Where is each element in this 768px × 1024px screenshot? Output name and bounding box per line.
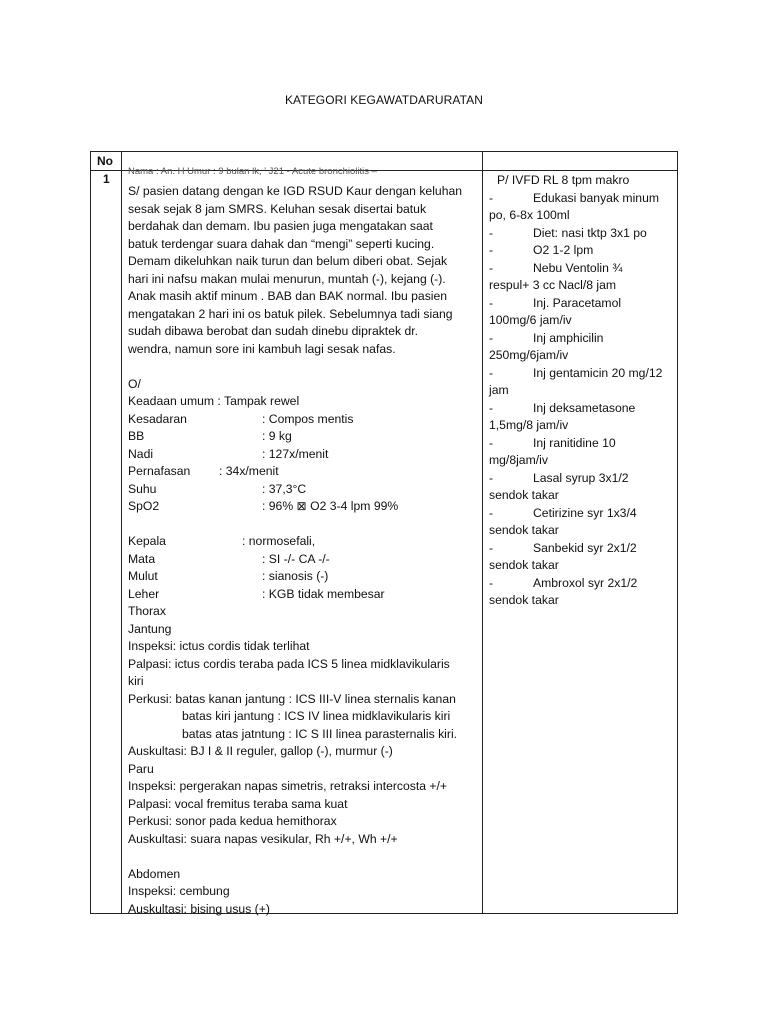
exam-value: : KGB tidak membesar	[262, 586, 385, 601]
subjective-line: sudah dibawa berobat dan sudah dinebu dipraktek dr.	[128, 324, 419, 338]
plan-bullet: -	[489, 225, 494, 240]
exam-leher	[128, 586, 480, 604]
abdomen-heading: Abdomen	[128, 866, 181, 881]
vital-spo2	[128, 498, 480, 516]
subjective-line: berdahak dan demam. Ibu pasien juga mengatakan saat	[128, 219, 433, 233]
no-column-header: No	[97, 154, 113, 168]
subjective-line: Demam dikeluhkan naik turun dan belum diberi obat. Sejak	[128, 254, 448, 268]
thorax-heading: Thorax	[128, 604, 166, 618]
jantung-line: Perkusi: batas kanan jantung : ICS III-V linea sternalis kanan	[128, 691, 456, 706]
vital-value: : 37,3°C	[262, 481, 307, 496]
paru-line: Perkusi: sonor pada kedua hemithorax	[128, 814, 337, 828]
plan-item-text: Inj ranitidine 10	[533, 435, 616, 450]
subjective-line: mengatakan 2 hari ini os batuk pilek. Sebelumnya tadi siang	[128, 306, 453, 321]
exam-value: : normosefali,	[242, 534, 316, 548]
plan-bullet: -	[489, 243, 494, 257]
plan-item-text: Sanbekid syr 2x1/2	[533, 540, 637, 555]
plan-bullet: -	[489, 190, 494, 205]
vital-value: : 34x/menit	[219, 464, 279, 478]
plan-item	[489, 365, 675, 383]
plan-item-text: Inj deksametasone	[533, 400, 636, 415]
exam-mulut	[128, 568, 480, 586]
jantung-line: Inspeksi: ictus cordis tidak terlihat	[128, 639, 310, 653]
exam-label: Mulut	[128, 569, 158, 583]
subjective-section	[128, 183, 480, 358]
paru-line: Palpasi: vocal fremitus teraba sama kuat	[128, 796, 348, 811]
paru-section	[128, 778, 480, 848]
jantung-line: Palpasi: ictus cordis teraba pada ICS 5 linea midklavikularis	[128, 656, 450, 671]
exam-label: Kepala	[128, 534, 166, 548]
vital-suhu	[128, 481, 480, 499]
auskultasi-jantung: Auskultasi: BJ I & II reguler, gallop (-), murmur (-)	[128, 744, 393, 758]
soap-subjective-objective	[128, 183, 480, 918]
plan-column	[489, 172, 675, 610]
plan-item-continuation: 100mg/6 jam/iv	[489, 313, 572, 327]
plan-item	[489, 540, 675, 558]
plan-item-continuation: jam	[489, 383, 509, 397]
vital-kesadaran	[128, 411, 480, 429]
plan-item-continuation: 250mg/6jam/iv	[489, 348, 569, 362]
plan-item-text: Nebu Ventolin ¾	[533, 260, 623, 275]
vital-value: : 96% ⊠ O2 3-4 lpm 99%	[262, 499, 399, 513]
perkusi-line: batas kiri jantung : ICS IV linea midklavikularis kiri	[182, 709, 451, 723]
plan-bullet: -	[489, 400, 494, 415]
exam-value: : SI -/- CA -/-	[262, 551, 330, 566]
vital-nadi	[128, 446, 480, 464]
exam-label: Mata	[128, 551, 156, 566]
paru-heading: Paru	[128, 761, 154, 776]
plan-bullet: -	[489, 470, 494, 485]
vital-label: SpO2	[128, 499, 160, 513]
vital-value: : 9 kg	[262, 429, 292, 443]
plan-bullet: -	[489, 575, 494, 590]
plan-item	[489, 260, 675, 278]
plan-item-continuation: sendok takar	[489, 558, 559, 572]
perkusi-line: batas atas jatntung : IC S III linea parasternalis kiri.	[182, 726, 458, 741]
plan-item-text: Ambroxol syr 2x1/2	[533, 575, 638, 590]
plan-item-continuation: respul+ 3 cc Nacl/8 jam	[489, 278, 617, 292]
plan-bullet: -	[489, 260, 494, 275]
plan-item-continuation: sendok takar	[489, 488, 559, 502]
row-number: 1	[103, 172, 110, 186]
plan-item	[489, 242, 675, 260]
plan-item	[489, 505, 675, 523]
vital-bb	[128, 428, 480, 446]
plan-item	[489, 575, 675, 593]
plan-item	[489, 400, 675, 418]
abdomen-line: Auskultasi: bising usus (+)	[128, 901, 270, 916]
plan-item	[489, 470, 675, 488]
plan-item-continuation: sendok takar	[489, 523, 559, 537]
vital-label: Pernafasan	[128, 464, 191, 478]
subjective-line: sesak sejak 8 jam SMRS. Keluhan sesak disertai batuk	[128, 201, 427, 216]
document-title: KATEGORI KEGAWATDARURATAN	[284, 93, 484, 107]
plan-item-text: Inj. Paracetamol	[533, 295, 622, 310]
plan-item-text: Lasal syrup 3x1/2	[533, 470, 629, 485]
jantung-line: kiri	[128, 674, 144, 688]
subjective-line: Anak masih aktif minum . BAB dan BAK normal. Ibu pasien	[128, 289, 448, 303]
plan-bullet: -	[489, 435, 494, 450]
plan-item-text: O2 1-2 lpm	[533, 243, 594, 257]
abdomen-line: Inspeksi: cembung	[128, 884, 230, 898]
perkusi-indent-section	[128, 708, 480, 743]
plan-item	[489, 295, 675, 313]
plan-bullet: -	[489, 365, 494, 380]
plan-item-continuation: 1,5mg/8 jam/iv	[489, 418, 569, 432]
plan-bullet: -	[489, 295, 494, 310]
vital-label: Nadi	[128, 446, 154, 461]
plan-item-continuation: po, 6-8x 100ml	[489, 208, 570, 222]
plan-list	[489, 190, 675, 610]
vital-value: : 127x/menit	[262, 446, 329, 461]
jantung-heading: Jantung	[128, 621, 172, 636]
vital-label: BB	[128, 429, 145, 443]
emergency-table	[90, 151, 678, 914]
patient-info: Nama : An. H Umur : 9 bulan lk, ' J21 - Acute bronchiolitis –	[128, 166, 377, 177]
vital-pernafasan	[128, 463, 480, 481]
plan-item-continuation: sendok takar	[489, 593, 559, 607]
plan-item-text: Inj amphicilin	[533, 330, 604, 345]
paru-line: Inspeksi: pergerakan napas simetris, retraksi intercosta +/+	[128, 779, 448, 793]
plan-bullet: -	[489, 505, 494, 520]
plan-bullet: -	[489, 540, 494, 555]
column-divider	[121, 152, 122, 913]
plan-bullet: -	[489, 330, 494, 345]
subjective-line: batuk terdengar suara dahak dan “mengi” seperti kucing.	[128, 236, 435, 251]
subjective-line: S/ pasien datang dengan ke IGD RSUD Kaur dengan keluhan	[128, 184, 463, 198]
plan-item-text: Diet: nasi tktp 3x1 po	[533, 225, 647, 240]
column-divider	[482, 152, 483, 913]
subjective-line: hari ini nafsu makan mulai menurun, muntah (-), kejang (-).	[128, 271, 446, 286]
jantung-section	[128, 638, 480, 708]
plan-item-continuation: mg/8jam/iv	[489, 453, 548, 467]
vital-label: Kesadaran	[128, 411, 187, 426]
exam-kepala	[128, 533, 480, 551]
paru-line: Auskultasi: suara napas vesikular, Rh +/+, Wh +/+	[128, 831, 398, 846]
plan-item	[489, 330, 675, 348]
keadaan-umum: Keadaan umum : Tampak rewel	[128, 394, 300, 408]
objective-heading: O/	[128, 376, 141, 391]
exam-value: : sianosis (-)	[262, 569, 329, 583]
abdomen-section	[128, 883, 480, 918]
plan-item-text: Inj gentamicin 20 mg/12	[533, 365, 663, 380]
vital-value: : Compos mentis	[262, 411, 354, 426]
plan-item-text: Edukasi banyak minum	[533, 190, 659, 205]
vital-label: Suhu	[128, 481, 157, 496]
plan-item	[489, 190, 675, 208]
plan-heading: P/ IVFD RL 8 tpm makro	[497, 173, 630, 187]
plan-item	[489, 225, 675, 243]
plan-item-text: Cetirizine syr 1x3/4	[533, 505, 637, 520]
exam-mata	[128, 551, 480, 569]
exam-label: Leher	[128, 586, 160, 601]
plan-item	[489, 435, 675, 453]
subjective-line: wendra, namun sore ini kambuh lagi sesak nafas.	[128, 341, 396, 356]
